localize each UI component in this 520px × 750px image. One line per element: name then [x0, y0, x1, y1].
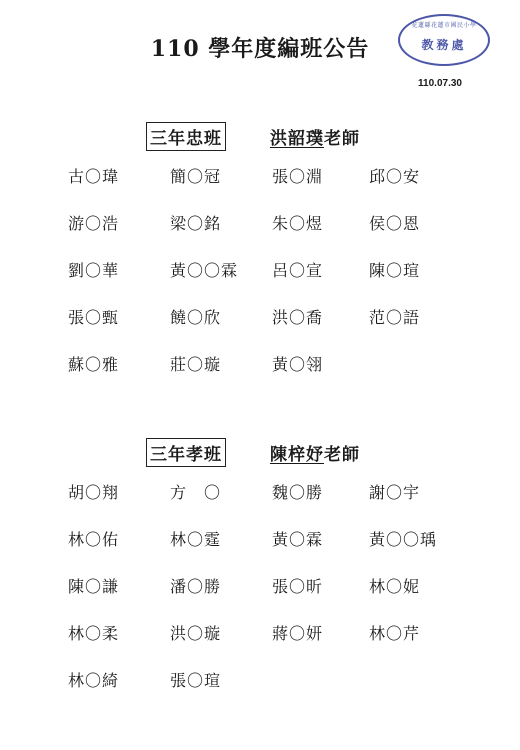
student-list	[68, 166, 479, 376]
student-name: 張〇淵	[272, 167, 324, 186]
student-name: 蔣〇妍	[272, 624, 324, 643]
student-name: 張〇瑄	[170, 671, 222, 690]
student-name: 張〇甄	[68, 308, 120, 327]
student-name: 邱〇安	[369, 167, 421, 186]
teacher-suffix: 老師	[324, 445, 360, 465]
student-name: 陳〇瑄	[369, 261, 421, 280]
student-name: 古〇瑋	[68, 167, 120, 186]
stamp-org-text: 花蓮縣花蓮市國民小學	[411, 22, 477, 29]
teacher-suffix: 老師	[324, 129, 360, 149]
teacher-name: 陳梓妤	[270, 445, 324, 465]
student-name: 林〇妮	[369, 577, 421, 596]
student-name: 謝〇宇	[369, 483, 421, 502]
student-name: 簡〇冠	[170, 167, 222, 186]
page-title: 110 學年度編班公告	[150, 36, 370, 62]
student-name: 朱〇煜	[272, 214, 324, 233]
stamp-office-text: 教務處	[421, 38, 467, 52]
student-list	[68, 482, 479, 692]
student-name: 林〇霆	[170, 530, 222, 549]
student-name: 方 〇	[170, 483, 222, 502]
student-name: 林〇綺	[68, 671, 120, 690]
class-teacher	[270, 440, 360, 465]
student-name: 魏〇勝	[272, 483, 324, 502]
student-name: 林〇芹	[369, 624, 421, 643]
student-name: 梁〇銘	[170, 214, 222, 233]
student-name: 洪〇喬	[272, 308, 324, 327]
student-name: 林〇佑	[68, 530, 120, 549]
student-name: 呂〇宣	[272, 261, 324, 280]
teacher-name: 洪韶璞	[270, 129, 324, 149]
student-name: 范〇語	[369, 308, 421, 327]
student-name: 侯〇恩	[369, 214, 421, 233]
student-name: 莊〇璇	[170, 355, 222, 374]
student-name: 張〇昕	[272, 577, 324, 596]
student-name: 洪〇璇	[170, 624, 222, 643]
student-name: 游〇浩	[68, 214, 120, 233]
student-name: 劉〇華	[68, 261, 120, 280]
student-name: 黃〇〇瑀	[369, 530, 438, 549]
student-name: 胡〇翔	[68, 483, 120, 502]
student-name: 潘〇勝	[170, 577, 222, 596]
student-name: 饒〇欣	[170, 308, 222, 327]
student-name: 黃〇〇霖	[170, 261, 239, 280]
class-teacher	[270, 124, 360, 149]
student-name: 黃〇翎	[272, 355, 324, 374]
office-seal-stamp	[398, 14, 490, 66]
student-name: 林〇柔	[68, 624, 120, 643]
student-name: 蘇〇雅	[68, 355, 120, 374]
class-name: 三年孝班	[146, 438, 226, 467]
announcement-date: 110.07.30	[418, 78, 462, 89]
student-name: 陳〇謙	[68, 577, 120, 596]
student-name: 黃〇霖	[272, 530, 324, 549]
class-name: 三年忠班	[146, 122, 226, 151]
